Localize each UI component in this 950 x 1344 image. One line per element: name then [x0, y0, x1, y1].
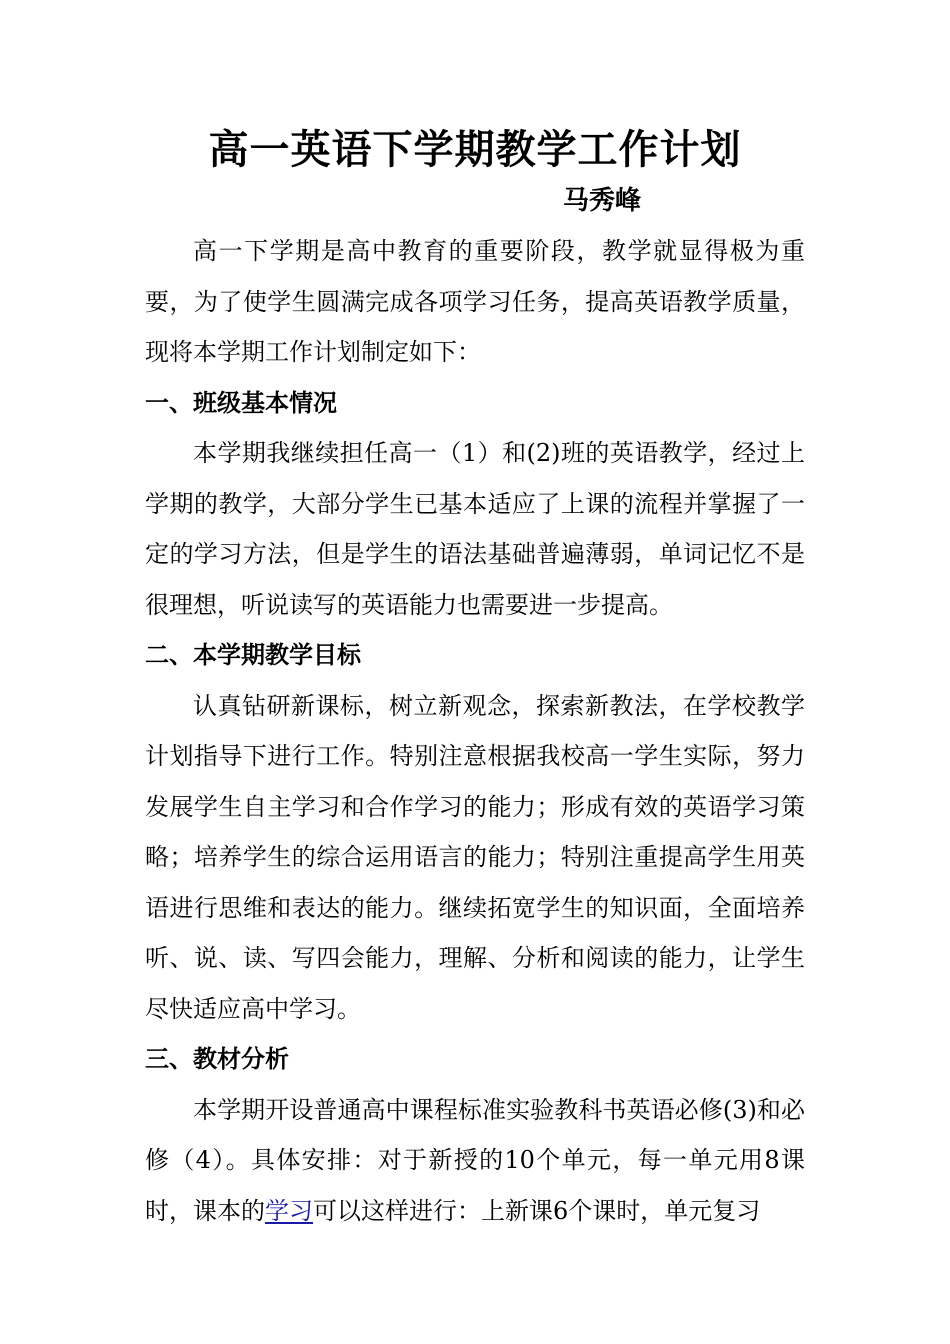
textbook-text-after-link: 可以这样进行：上新课6个课时，单元复习 — [313, 1196, 761, 1225]
document-author: 马秀峰 — [563, 186, 642, 216]
section-heading-textbook-analysis: 三、教材分析 — [145, 1045, 289, 1073]
document-body — [145, 226, 805, 1236]
textbook-text-before-link: 本学期开设普通高中课程标准实验教科书英语必修(3)和必修（4）。具体安排：对于新授的10个单元，每一单元用8课时，课本的 — [145, 1095, 805, 1225]
study-link[interactable]: 学习 — [265, 1196, 313, 1225]
section-heading-class-situation: 一、班级基本情况 — [145, 388, 337, 417]
intro-paragraph: 高一下学期是高中教育的重要阶段，教学就显得极为重要，为了使学生圆满完成各项学习任务，提高英语教学质量，现将本学期工作计划制定如下： — [145, 237, 805, 366]
section-heading-teaching-goals: 二、本学期教学目标 — [145, 641, 361, 669]
section-paragraph-teaching-goals: 认真钻研新课标，树立新观念，探索新教法，在学校教学计划指导下进行工作。特别注意根据我校高一学生实际，努力发展学生自主学习和合作学习的能力；形成有效的英语学习策略；培养学生的综合运用语言的能力；特别注重提高学生用英语进行思维和表达的能力。继续拓宽学生的知识面，全面培养听、说、读、写四会能力，理解、分析和阅读的能力，让学生尽快适应高中学习。 — [145, 691, 805, 1023]
document-title: 高一英语下学期教学工作计划 — [208, 126, 742, 173]
section-paragraph-textbook-analysis — [145, 1085, 805, 1237]
section-paragraph-class-situation: 本学期我继续担任高一（1）和(2)班的英语教学，经过上学期的教学，大部分学生已基本适应了上课的流程并掌握了一定的学习方法，但是学生的语法基础普遍薄弱，单词记忆不是很理想，听说读写的英语能力也需要进一步提高。 — [145, 439, 805, 619]
